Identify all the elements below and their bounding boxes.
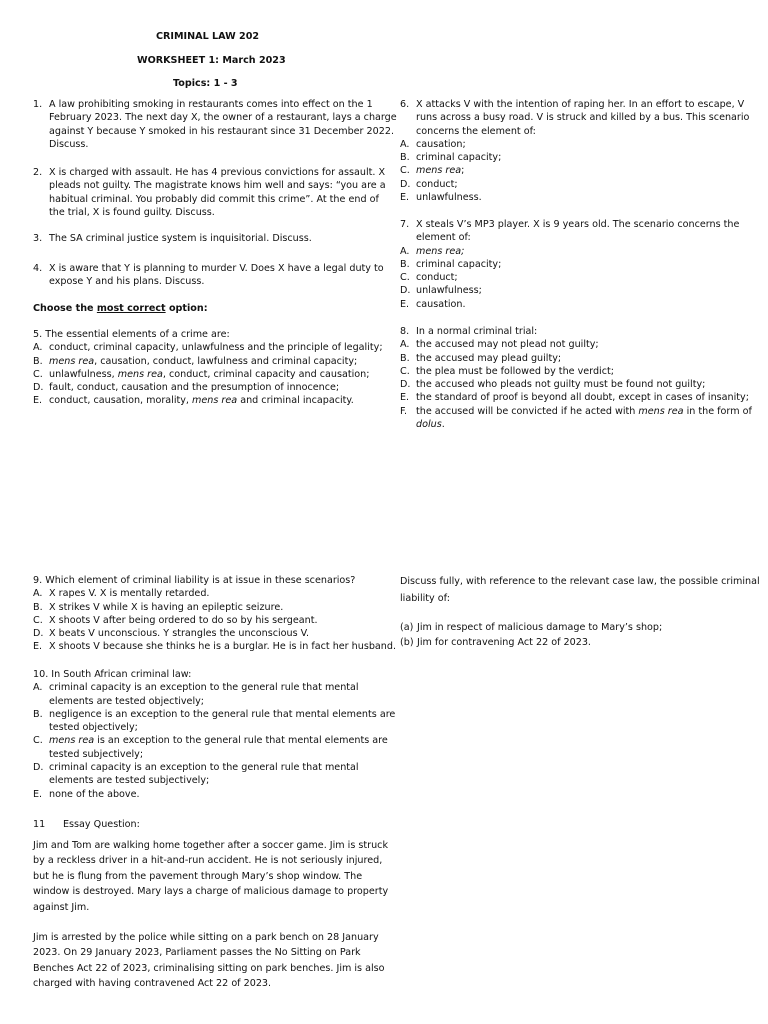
question-text: concerns the element of: (416, 125, 536, 137)
question-stem: 9. Which element of criminal liability is at issue in these scenarios? (33, 575, 356, 586)
option-f-continued: dolus. (416, 419, 445, 431)
question-9 (33, 574, 397, 654)
option-b: B. mens rea, causation, conduct, lawfulness and criminal capacity; (33, 355, 358, 367)
option-a: A. mens rea; (400, 245, 465, 257)
option-a-continued: elements are tested objectively; (49, 695, 205, 707)
option-d: D. criminal capacity is an exception to the general rule that mental (33, 762, 359, 774)
question-text: A law prohibiting smoking in restaurants comes into effect on the 1 (49, 99, 373, 110)
option-f: F. the accused will be convicted if he acted with mens rea in the form of (400, 405, 752, 417)
question-number: 6. (400, 99, 410, 110)
item-b: (b) Jim for contravening Act 22 of 2023. (400, 636, 591, 648)
question-text: X steals V’s MP3 player. X is 9 years old. The scenario concerns the (416, 219, 740, 230)
option-b: B. criminal capacity; (400, 258, 502, 270)
option-d: D. X beats V unconscious. Y strangles the unconscious V. (33, 628, 310, 640)
question-text: X is charged with assault. He has 4 previous convictions for assault. X (49, 167, 386, 178)
option-e: E. causation. (400, 298, 466, 310)
option-e: E. unlawfulness. (400, 192, 482, 204)
essay-paragraph-2: Jim is arrested by the police while sitting on a park bench on 28 January 2023. On 29 January 2023, Parliament passes the No Sitting on Park Benches Act 22 of 2023, criminalising sitting on park benches. Jim is also charged with having contravened Act 22 of 2023. (33, 932, 385, 990)
question-number: 2. (33, 167, 43, 178)
question-stem: 5. The essential elements of a crime are: (33, 329, 230, 340)
option-a: A. the accused may not plead not guilty; (400, 339, 599, 351)
choose-instruction: Choose the most correct option: (33, 303, 208, 314)
option-c: C. X shoots V after being ordered to do so by his sergeant. (33, 614, 318, 626)
discuss-items (400, 621, 760, 650)
question-stem: 10. In South African criminal law: (33, 669, 192, 680)
option-c: C. the plea must be followed by the verdict; (400, 365, 614, 377)
option-e: E. X shoots V because she thinks he is a burglar. He is in fact her husband. (33, 641, 397, 653)
question-2 (33, 166, 386, 219)
question-text: element of: (416, 232, 471, 244)
question-text: February 2023. The next day X, the owner of a restaurant, lays a charge (49, 112, 397, 124)
question-11-heading (33, 818, 140, 831)
option-c: C. mens rea is an exception to the general rule that mental elements are (33, 735, 388, 747)
question-text: the trial, X is found guilty. Discuss. (49, 206, 215, 218)
question-text: expose Y and his plans. Discuss. (49, 276, 205, 288)
option-e: E. conduct, causation, morality, mens rea and criminal incapacity. (33, 395, 354, 407)
option-b-continued: tested objectively; (49, 722, 138, 734)
question-5 (33, 328, 393, 408)
question-text: In a normal criminal trial: (416, 326, 538, 337)
question-4 (33, 262, 383, 289)
question-3 (33, 232, 383, 245)
option-d: D. the accused who pleads not guilty must be found not guilty; (400, 379, 706, 391)
option-b: B. criminal capacity; (400, 152, 502, 164)
question-number: 3. (33, 233, 43, 244)
question-6 (400, 98, 760, 204)
worksheet-title: WORKSHEET 1: March 2023 (137, 55, 286, 66)
question-text: X attacks V with the intention of raping her. In an effort to escape, V (416, 99, 745, 110)
option-c-continued: tested subjectively; (49, 748, 144, 760)
option-d-continued: elements are tested subjectively; (49, 775, 210, 787)
essay-title: Essay Question: (63, 819, 140, 830)
question-8 (400, 325, 760, 431)
question-text: against Y because Y smoked in his restaurant since 31 December 2022. (49, 125, 395, 137)
option-d: D. conduct; (400, 178, 458, 190)
question-text: Discuss. (49, 138, 89, 150)
question-7 (400, 218, 760, 311)
topics-title: Topics: 1 - 3 (173, 78, 238, 89)
question-text: The SA criminal justice system is inquisitorial. Discuss. (49, 233, 312, 244)
option-c: C. unlawfulness, mens rea, conduct, criminal capacity and causation; (33, 368, 370, 380)
question-number: 1. (33, 99, 43, 110)
option-d: D. unlawfulness; (400, 285, 482, 297)
question-text: X is aware that Y is planning to murder V. Does X have a legal duty to (49, 263, 384, 274)
option-a: A. conduct, criminal capacity, unlawfulness and the principle of legality; (33, 342, 383, 354)
question-number: 4. (33, 263, 43, 274)
option-d: D. fault, conduct, causation and the presumption of innocence; (33, 382, 340, 394)
option-c: C. conduct; (400, 272, 458, 284)
option-c: C. mens rea; (400, 165, 465, 177)
option-b: B. negligence is an exception to the general rule that mental elements are (33, 708, 396, 720)
essay-paragraph-1: Jim and Tom are walking home together after a soccer game. Jim is struck by a reckless driver in a hit-and-run accident. He is not seriously injured, but he is flung from the pavement through Mary’s shop window. The window is destroyed. Mary lays a charge of malicious damage to property against Jim. (33, 840, 389, 913)
option-b: B. the accused may plead guilty; (400, 352, 562, 364)
question-text: pleads not guilty. The magistrate knows him well and says: “you are a (49, 180, 386, 192)
option-e: E. the standard of proof is beyond all doubt, except in cases of insanity; (400, 392, 749, 404)
question-number: 8. (400, 326, 410, 337)
question-number: 7. (400, 219, 410, 230)
question-text: runs across a busy road. V is struck and killed by a bus. This scenario (416, 112, 750, 124)
option-a: A. X rapes V. X is mentally retarded. (33, 588, 210, 600)
question-number: 11 (33, 819, 46, 830)
option-e: E. none of the above. (33, 788, 140, 800)
discuss-intro: Discuss fully, with reference to the relevant case law, the possible criminal liability of: (400, 576, 760, 604)
course-title: CRIMINAL LAW 202 (156, 31, 260, 42)
question-1 (33, 98, 397, 151)
question-text: habitual criminal. You probably did commit this crime”. At the end of (49, 193, 379, 205)
option-b: B. X strikes V while X is having an epileptic seizure. (33, 601, 284, 613)
question-10 (33, 668, 396, 801)
item-a: (a) Jim in respect of malicious damage to Mary’s shop; (400, 622, 663, 633)
option-a: A. causation; (400, 138, 466, 150)
option-a: A. criminal capacity is an exception to the general rule that mental (33, 682, 359, 694)
